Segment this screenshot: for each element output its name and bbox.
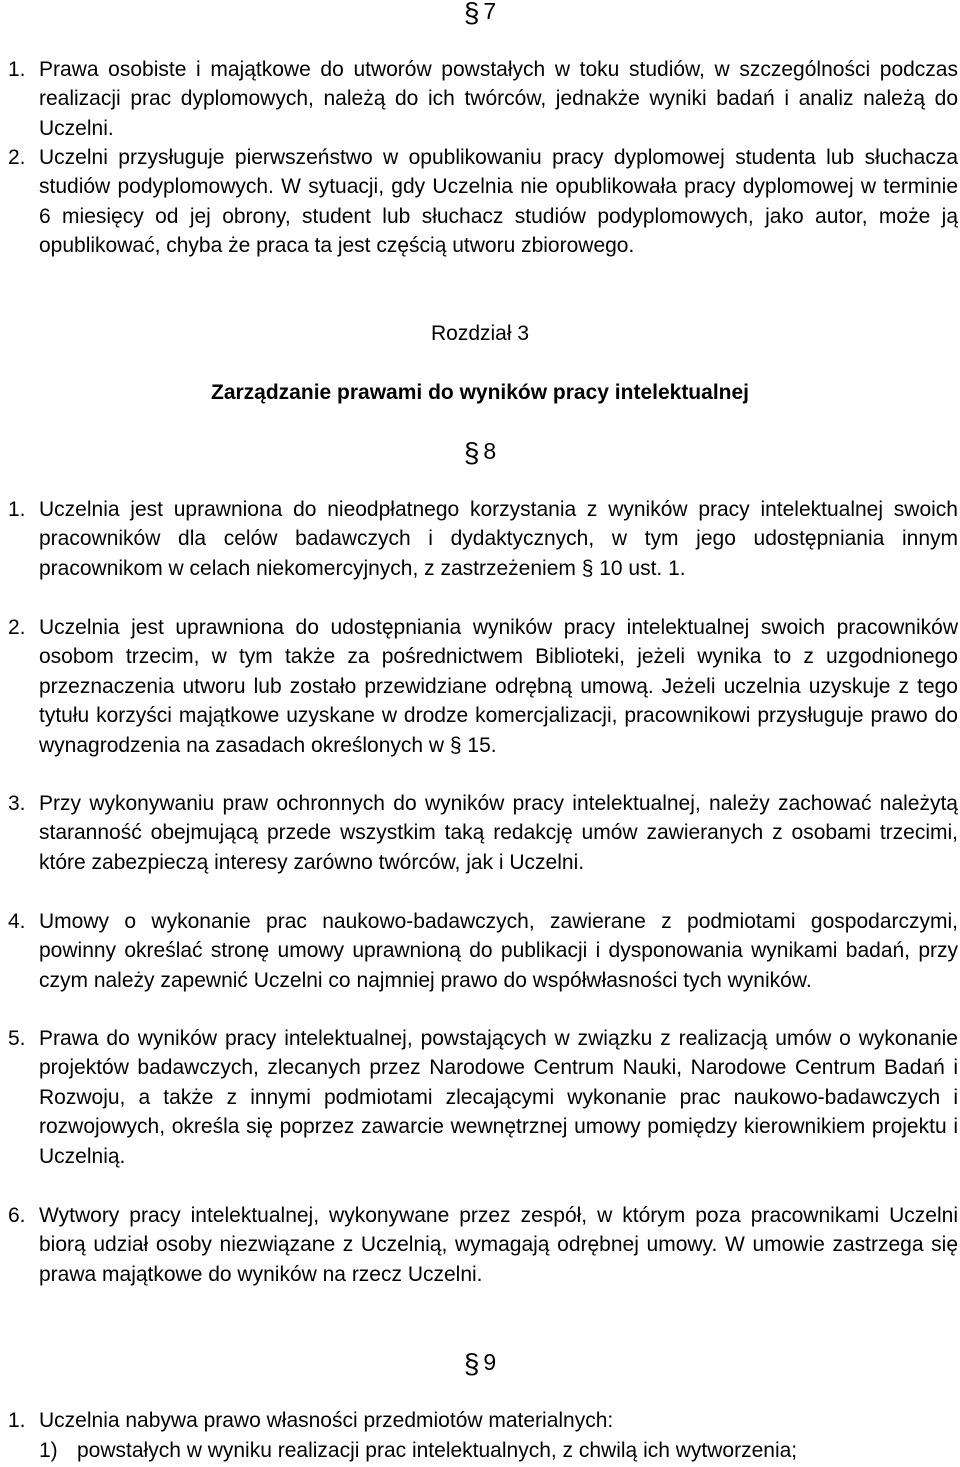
item-number: 2. — [8, 146, 26, 169]
paragraph-8-item-3 — [8, 789, 958, 877]
paragraph-9-subitem-1 — [39, 1436, 960, 1465]
item-text: Uczelni przysługuje pierwszeństwo w opublikowaniu pracy dyplomowej studenta lub słuchacza studiów podyplomowych. W sytuacji, gdy Uczelnia nie opublikowała pracy dyplomowej w terminie 6 miesięcy od jej obrony, student lub słuchacz studiów podyplomowych, jako autor, może ją opublikować, chyba że praca ta jest częścią utworu zbiorowego. — [39, 146, 958, 258]
item-number: 4. — [8, 910, 26, 933]
section-9-heading — [0, 1347, 960, 1379]
section-8-heading — [0, 436, 960, 468]
item-text: Przy wykonywaniu praw ochronnych do wyników pracy intelektualnej, należy zachować należytą staranność obejmującą przede wszystkim taką redakcję umów zawieranych z osobami trzecimi, które zabezpieczą interesy zarówno twórców, jak i Uczelni. — [39, 792, 958, 874]
paragraph-8-item-1 — [8, 495, 958, 583]
paragraph-8-item-6 — [8, 1201, 958, 1289]
item-text: Uczelnia jest uprawniona do nieodpłatnego korzystania z wyników pracy intelektualnej swoich pracowników dla celów badawczych i dydaktycznych, w tym jego udostępniania innym pracownikom w celach niekomercyjnych, z zastrzeżeniem § 10 ust. 1. — [39, 498, 958, 580]
item-number: 6. — [8, 1204, 26, 1227]
item-text: Uczelnia jest uprawniona do udostępniania wyników pracy intelektualnej swoich pracowników osobom trzecim, w tym także za pośrednictwem Biblioteki, jeżeli wynika to z uzgodnionego przeznaczenia utworu lub zostało przewidziane odrębną umową. Jeżeli uczelnia uzyskuje z tego tytułu korzyści majątkowe uzyskane w drodze komercjalizacji, pracownikowi przysługuje prawo do wynagrodzenia na zasadach określonych w § 15. — [39, 616, 958, 757]
paragraph-8-item-4 — [8, 907, 958, 995]
item-text: Wytwory pracy intelektualnej, wykonywane przez zespół, w którym poza pracownikami Uczelni biorą udział osoby niezwiązane z Uczelnią, wymagają odrębnej umowy. W umowie zastrzega się prawa majątkowe do wyników na rzecz Uczelni. — [39, 1204, 958, 1286]
item-number: 3. — [8, 792, 26, 815]
section-7-heading — [0, 0, 960, 28]
item-text: Prawa osobiste i majątkowe do utworów powstałych w toku studiów, w szczególności podczas realizacji prac dyplomowych, należą do ich twórców, jednakże wyniki badań i analiz należą do Uczelni. — [39, 58, 958, 140]
chapter-subtitle: Zarządzanie prawami do wyników pracy intelektualnej — [211, 381, 749, 404]
subitem-text: powstałych w wyniku realizacji prac intelektualnych, z chwilą ich wytworzenia; — [77, 1439, 798, 1462]
item-number: 2. — [8, 616, 26, 639]
item-number: 1. — [8, 498, 26, 521]
item-text: Prawa do wyników pracy intelektualnej, powstających w związku z realizacją umów o wykonanie projektów badawczych, zlecanych przez Narodowe Centrum Nauki, Narodowe Centrum Badań i Rozwoju, a także z innymi podmiotami zlecającymi wykonanie prac naukowo-badawczych i rozwojowych, określa się poprzez zawarcie wewnętrznej umowy pomiędzy kierownikiem projektu i Uczelnią. — [39, 1027, 958, 1168]
section-number: 7 — [483, 0, 497, 24]
paragraph-8-item-5 — [8, 1024, 958, 1171]
item-text: Uczelnia nabywa prawo własności przedmiotów materialnych: — [39, 1409, 614, 1432]
subitem-number: 1) — [39, 1439, 58, 1462]
section-number: 9 — [483, 1349, 497, 1375]
section-number: 8 — [483, 438, 497, 464]
section-sign: § — [463, 0, 480, 28]
section-sign: § — [463, 437, 480, 468]
section-sign: § — [463, 1348, 480, 1379]
paragraph-7-item-1 — [8, 55, 958, 143]
item-text: Umowy o wykonanie prac naukowo-badawczych, zawierane z podmiotami gospodarczymi, powinny określać stronę umowy uprawnioną do publikacji i dysponowania wynikami badań, przy czym należy zapewnić Uczelni co najmniej prawo do współwłasności tych wyników. — [39, 910, 958, 992]
paragraph-7-item-2 — [8, 143, 958, 261]
paragraph-9-item-1 — [8, 1406, 958, 1435]
paragraph-8-item-2 — [8, 613, 958, 760]
item-number: 5. — [8, 1027, 26, 1050]
item-number: 1. — [8, 58, 26, 81]
item-number: 1. — [8, 1409, 26, 1432]
chapter-title: Rozdział 3 — [430, 322, 530, 345]
